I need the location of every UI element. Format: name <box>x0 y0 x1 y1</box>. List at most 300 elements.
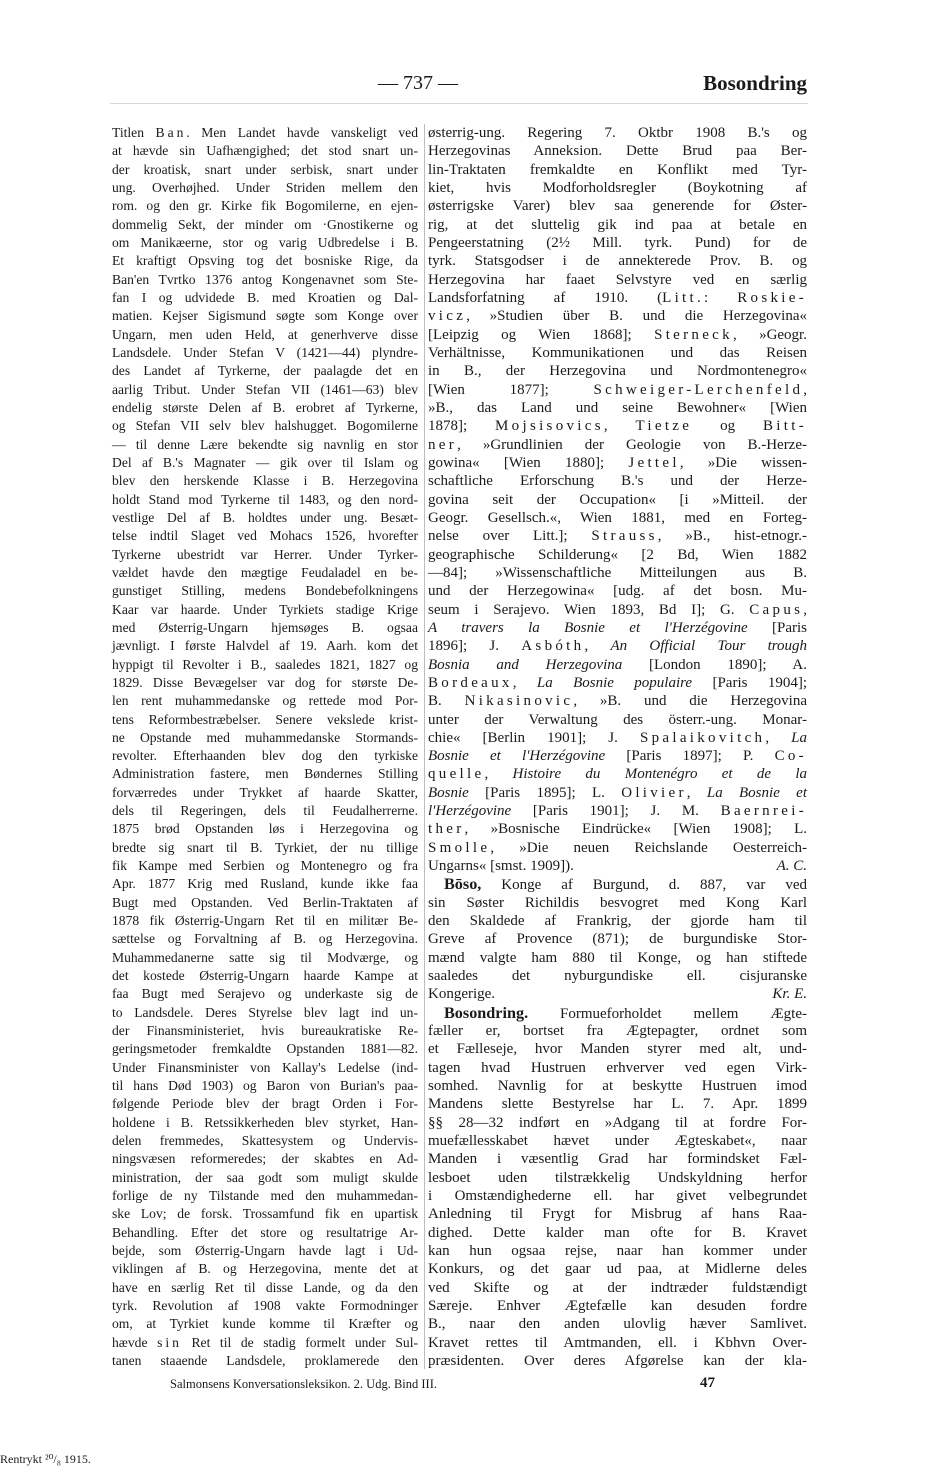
spaced-author-name: Bordeaux <box>428 674 513 691</box>
text-run: Særeje. Enhver Ægtefælle kan desuden fordre <box>428 1298 807 1314</box>
text-run: Greve af Provence (871); de burgundiske Stor- <box>428 931 807 948</box>
text-run: lesboet uden tilstrækkelig Undskyldning herfor <box>428 1169 807 1186</box>
text-line <box>428 1114 807 1132</box>
text-run: lin-Traktaten fremkaldte en Konflikt med Tyr- <box>428 161 807 178</box>
spaced-author-name: Tietze <box>635 418 693 435</box>
italic-title: An Official Tour trough <box>610 638 808 655</box>
spaced-author-name: Litt. <box>662 289 705 306</box>
text-line <box>112 436 418 454</box>
text-run: dommelig Sekt, der minder om ·Gnostikerne og <box>112 216 418 232</box>
text-line <box>428 1132 807 1150</box>
italic-title: Bosnie <box>428 784 469 801</box>
text-run: ung. Overhøjhed. Under Striden mellem den <box>112 179 418 195</box>
text-line <box>428 1040 807 1058</box>
text-run: ske Lov; de forsk. Trossamfund fik en upartisk <box>112 1206 418 1222</box>
italic-title: Bosnia and Herzegovina <box>428 656 623 673</box>
text-run: endelig største Delen af B. erobret af Tyrkerne, <box>112 399 418 415</box>
text-line <box>112 765 418 783</box>
text-line <box>428 857 807 875</box>
text-run: rig, at det sluttelig gik ind paa at betale en <box>428 216 807 233</box>
text-run: Administration fastere, men Bøndernes Stilling <box>112 766 418 782</box>
text-line <box>428 949 807 967</box>
text-line <box>112 619 418 637</box>
text-line <box>428 1205 807 1223</box>
text-run: og <box>692 418 763 435</box>
italic-title: A travers la Bosnie et l'Herzégovine <box>428 619 748 636</box>
text-run: det kostede Østerrig-Ungarn haarde Kampe at <box>112 968 418 984</box>
text-run: , <box>484 766 513 783</box>
text-line <box>428 1150 807 1168</box>
text-run: Konge af Burgund, d. 887, var ved <box>481 877 807 894</box>
text-line <box>428 289 807 307</box>
text-run: om Manikæerne, stor og varig Udbredelse i B. <box>112 234 418 250</box>
text-run: den Skaldede af Frankrig, der gjorde ham til <box>428 913 807 930</box>
text-run: tyrk. Revolution af 1908 vakte Formodninger <box>112 1298 418 1313</box>
text-line <box>112 729 418 747</box>
text-line <box>428 124 807 142</box>
text-line <box>112 820 418 838</box>
text-run: Muhammedanerne satte sig til Modværge, og <box>112 949 418 965</box>
text-line <box>428 491 807 509</box>
text-line <box>428 1059 807 1077</box>
text-line <box>428 161 807 179</box>
spaced-author-name: Olivier <box>621 784 687 801</box>
text-line <box>112 1004 418 1022</box>
text-run: und der Herzegowina« [udg. af det bosn. Mu- <box>428 583 807 600</box>
text-run: , <box>512 674 537 691</box>
text-run: Ungarns« [smst. 1909]). <box>428 858 574 875</box>
spaced-author-name: Capus <box>749 601 804 618</box>
text-run: blev den herskende Klasse i B. Herzegovina <box>112 473 418 489</box>
text-run: len rent muhammedanske og rettede mod Por- <box>112 693 418 709</box>
text-run: et Fælleseje, hvor Manden styrer med alt, und- <box>428 1041 807 1058</box>
text-line <box>112 216 418 234</box>
text-line <box>428 674 807 692</box>
text-line <box>428 197 807 215</box>
spaced-author-name: ner <box>428 436 458 453</box>
text-line <box>112 1242 418 1260</box>
left-column <box>112 124 418 1370</box>
text-line <box>112 1260 418 1278</box>
text-line <box>428 417 807 435</box>
italic-title: La Bosnie et <box>706 784 807 801</box>
text-run: jævnligt. I første Halvdel af 19. Aarh. kom det <box>112 638 418 654</box>
text-line <box>112 1150 418 1168</box>
footer-source: Salmonsens Konversationsleksikon. 2. Udg. Bind III. <box>170 1377 437 1391</box>
text-run: somhed. Navnlig for at beskytte Hustruen imod <box>428 1078 807 1095</box>
text-run: der kroatisk, snart under serbisk, snart under <box>112 161 418 177</box>
text-line <box>112 307 418 325</box>
text-run: , <box>765 729 792 746</box>
text-line <box>428 711 807 729</box>
text-line <box>428 381 807 399</box>
text-line <box>112 344 418 362</box>
text-line <box>112 1297 418 1315</box>
text-line <box>112 1114 418 1132</box>
text-line <box>112 491 418 509</box>
text-line <box>112 472 418 490</box>
text-line <box>428 1224 807 1242</box>
spaced-author-name: Spalaikovitch <box>639 729 766 746</box>
text-line <box>112 564 418 582</box>
text-run: Kaar var haarde. Under Tyrkiets stadige Krige <box>112 601 418 617</box>
italic-title: Histoire du Montenégro et de la <box>512 766 807 783</box>
text-run: fæller er, bortset fra Ægtepagter, ordnet som <box>428 1023 807 1040</box>
text-run: , »Grundlinien der Geologie von B.-Herze- <box>457 436 807 453</box>
text-line <box>112 949 418 967</box>
text-line <box>428 472 807 490</box>
text-line <box>428 234 807 252</box>
italic-title: Bosnie et l'Herzégovine <box>428 748 606 765</box>
text-run: bejde, som Østerrig-Ungarn havde lagt i Ud- <box>112 1243 418 1259</box>
entry-headword: Bōso, <box>444 875 482 894</box>
text-run: Verhältnisse, Kommunikationen und das Reisen <box>428 344 807 361</box>
spaced-author-name: Sterneck <box>654 326 733 343</box>
text-run: ne Opstande med muhammedanske Stormands- <box>112 729 418 745</box>
text-line <box>112 967 418 985</box>
text-run: præsidenten. Over deres Afgørelse kan der kla- <box>428 1352 807 1369</box>
text-line <box>428 967 807 985</box>
text-run: kiet, hvis Modforholdsregler (Boykotning af <box>428 179 807 196</box>
text-run: bredte sig snart til B. Tyrkiet, der nu tillige <box>112 839 418 855</box>
spaced-author-name: Smolle <box>428 839 491 856</box>
text-run: aarlig Tribut. Under Stefan VII (1461—63) blev <box>112 381 418 397</box>
text-line <box>428 216 807 234</box>
text-line <box>428 564 807 582</box>
text-line <box>428 1242 807 1260</box>
text-run: Manden i væsentlig Grad har formindsket Fæl- <box>428 1151 807 1168</box>
text-run: geographische Schilderung« [2 Bd, Wien 1882 <box>428 546 807 563</box>
text-line <box>112 142 418 160</box>
text-run: tagen hvad Hustruen erhverver ved egen Virk- <box>428 1059 807 1076</box>
text-run: forlige de ny Tilstande med den muhammedan- <box>112 1188 418 1204</box>
text-run: med Østerrig-Ungarn hjemsøges B. ogsaa <box>112 619 418 635</box>
text-run: dels til Regeringen, dels til Feudalherrerne. <box>112 803 418 819</box>
text-run: Pengeerstatning (2½ Mill. tyrk. Pund) for de <box>428 234 807 251</box>
text-line <box>112 582 418 600</box>
text-run: Anledning til Frygt for Misbrug af hans Raa- <box>428 1206 807 1223</box>
text-run: Under Finansminister von Kallay's Ledelse (ind- <box>112 1059 418 1075</box>
text-run: Landsforfatning af 1910. ( <box>428 289 663 306</box>
text-run: Herzegovina har faaet Selvstyre ved en særlig <box>428 271 807 288</box>
spaced-author-name: quelle <box>428 766 485 783</box>
text-run: , »Die wissen- <box>679 454 807 471</box>
text-line <box>428 1095 807 1113</box>
text-run: B., naar den anden ulovlig hæver Samlivet. <box>428 1316 807 1333</box>
text-run: Kravet rettes til Amtmanden, ell. i Kbhvn Over- <box>428 1334 807 1351</box>
spaced-author-name: Ban <box>155 125 187 140</box>
text-line <box>112 1059 418 1077</box>
text-line <box>428 656 807 674</box>
text-run: [London 1890]; A. <box>622 656 807 673</box>
text-line <box>112 527 418 545</box>
text-line <box>428 747 807 765</box>
text-run: des Landet af Tyrkerne, der paalagde det en <box>112 363 418 379</box>
text-line <box>428 546 807 564</box>
text-run: , »Geogr. <box>732 326 807 343</box>
text-line <box>428 839 807 857</box>
text-run: mænd valgte ham 880 til Konge, og han stiftede <box>428 949 807 966</box>
text-run: B. <box>428 693 465 710</box>
text-line <box>112 1352 418 1370</box>
text-line <box>112 124 418 142</box>
text-run: Ret til de stadig formelt under Sul- <box>181 1334 419 1350</box>
text-line <box>428 765 807 783</box>
text-line <box>428 179 807 197</box>
text-run: 1878 fik Østerrig-Ungarn Ret til en militær Be- <box>112 913 418 929</box>
text-line <box>428 875 807 893</box>
text-run: vældet havde den mægtige Feudaladel en be- <box>112 564 418 580</box>
text-line <box>112 802 418 820</box>
text-line <box>112 271 418 289</box>
text-run: Ungarn, men uden Held, at generhverve disse <box>112 326 418 342</box>
text-run: fan I og udvidede B. med Kroatien og Dal- <box>112 289 418 305</box>
author-signature: A. C. <box>776 858 807 875</box>
text-run: in B., der Herzegovina und Nordmontenegro« <box>428 363 807 380</box>
text-line <box>112 656 418 674</box>
text-line <box>112 985 418 1003</box>
text-line <box>112 857 418 875</box>
entry-headword: Bosondring. <box>444 1003 529 1022</box>
text-line <box>112 1022 418 1040</box>
text-run: delen fremmedes, Skattesystem og Undervis- <box>112 1133 418 1149</box>
text-line <box>428 619 807 637</box>
text-line <box>112 399 418 417</box>
text-line <box>428 784 807 802</box>
text-run: —84]; »Wissenschaftliche Mitteilungen aus B. <box>428 564 807 581</box>
italic-title: La <box>791 729 807 746</box>
text-line <box>428 1022 807 1040</box>
text-run: , <box>584 638 611 655</box>
text-run: nelse over Litt.]; <box>428 528 592 545</box>
text-line <box>112 234 418 252</box>
spaced-author-name: Jettel <box>628 454 680 471</box>
text-run: [Paris 1904]; <box>692 674 807 691</box>
text-run: Tyrkerne ubestridt var Herrer. Under Tyrker- <box>112 546 418 562</box>
text-run: hævde <box>112 1334 158 1350</box>
text-line <box>112 674 418 692</box>
text-line <box>112 601 418 619</box>
spaced-author-name: ther <box>428 821 465 838</box>
text-run: [Wien 1877]; <box>428 381 594 398</box>
text-run: unter der Verwaltung des österr.-ung. Monar- <box>428 711 807 728</box>
text-line <box>112 417 418 435</box>
spaced-author-name: sin <box>157 1334 182 1350</box>
text-run: at hævde sin Uafhængighed; det stod snart un- <box>112 143 418 159</box>
text-run: , »Bosnische Eindrücke« [Wien 1908]; L. <box>464 821 807 838</box>
text-run: 1875 brød Opstanden løs i Herzegovina og <box>112 821 418 837</box>
text-run: [Paris 1901]; J. M. <box>511 803 721 820</box>
text-line <box>112 1095 418 1113</box>
text-run: , »Studien über B. und die Herzegovina« <box>466 308 807 325</box>
text-line <box>428 601 807 619</box>
text-run: 1896]; J. <box>428 638 522 655</box>
text-run: Behandling. Efter det store og resultatrige Ar- <box>112 1224 418 1240</box>
text-run: matien. Kejser Sigismund søgte som Konge over <box>112 308 418 324</box>
text-run: viklingen af B. og Herzegovina, mente det at <box>112 1261 418 1277</box>
text-run: Kongerige. <box>428 986 496 1003</box>
text-line <box>428 527 807 545</box>
text-line <box>428 1297 807 1315</box>
text-run: der Finansministeriet, hvis bureaukratiske Re- <box>112 1023 418 1039</box>
text-run: [Paris 1897]; P. <box>605 748 775 765</box>
text-run: sin Søster Richildis besvogret med Kong Karl <box>428 894 807 911</box>
text-run: to Landsdele. Deres Styrelse blev lagt ind un- <box>112 1004 418 1020</box>
spaced-author-name: Asbóth <box>521 638 585 655</box>
text-run: ved Skifte og at der indtræder fuldstændigt <box>428 1279 807 1296</box>
text-run: . Men Landet havde vanskeligt ved <box>186 125 418 140</box>
text-run: Mandens slette Bestyrelse har L. 7. Apr. 1899 <box>428 1096 807 1113</box>
text-line <box>112 1132 418 1150</box>
spaced-author-name: Strauss <box>591 528 658 545</box>
text-run: forværredes under Trykket af haarde Skatter, <box>112 784 418 800</box>
text-run: gunstiget Stilling, medens Bondebefolkningens <box>112 583 418 599</box>
text-run: Titlen <box>112 125 156 140</box>
text-line <box>428 1352 807 1370</box>
text-line <box>428 894 807 912</box>
text-run: muefællesskabet hævet under Ægteskabet«, naar <box>428 1133 807 1150</box>
text-run: holdt Stand mod Tyrkerne til 1483, og den nord- <box>112 491 418 507</box>
text-line <box>428 344 807 362</box>
text-line <box>428 1077 807 1095</box>
text-line <box>112 637 418 655</box>
text-run: 1878]; <box>428 418 496 435</box>
text-line <box>428 252 807 270</box>
text-run: geringsmetoder fremkaldte Opstanden 1881—82. <box>112 1041 418 1057</box>
text-run: have en særlig Ret til disse Lande, og da den <box>112 1279 418 1295</box>
text-line <box>428 930 807 948</box>
text-run: Herzegovinas Anneksion. Dette Brud paa Ber- <box>428 143 807 160</box>
page-number: — 737 — <box>378 72 458 94</box>
text-line <box>428 985 807 1003</box>
text-line <box>112 1187 418 1205</box>
text-line <box>112 1077 418 1095</box>
text-line <box>112 381 418 399</box>
text-line <box>428 729 807 747</box>
text-line <box>112 362 418 380</box>
text-line <box>112 1279 418 1297</box>
text-line <box>428 820 807 838</box>
header-rule <box>110 103 808 104</box>
text-line <box>112 747 418 765</box>
text-line <box>112 161 418 179</box>
text-line <box>428 436 807 454</box>
text-line <box>428 582 807 600</box>
text-line <box>428 271 807 289</box>
text-run: vestlige Del af B. holdtes under ung. Besæt- <box>112 509 418 525</box>
text-run: tyrk. Statsgodser i de annekterede Prov. B. og <box>428 253 807 270</box>
text-run: Formueforholdet mellem Ægte- <box>528 1005 807 1022</box>
text-run: [Paris 1895]; L. <box>468 784 622 801</box>
text-run: [Paris <box>747 619 808 636</box>
text-run: , »B. und die Herzegovina <box>573 693 807 710</box>
text-line <box>112 711 418 729</box>
text-line <box>112 912 418 930</box>
text-run: , <box>686 784 707 801</box>
italic-title: La Bosnie populaire <box>536 674 693 691</box>
text-line <box>428 802 807 820</box>
text-line <box>428 1260 807 1278</box>
text-line <box>428 1187 807 1205</box>
text-run: om, at Tyrkiet kunde komme til Kræfter og <box>112 1316 418 1332</box>
text-line <box>428 637 807 655</box>
text-run: revolter. Efterhaanden blev dog den tyrkiske <box>112 748 418 764</box>
text-run: i Omstændighederne ell. har givet velbegrundet <box>428 1188 807 1205</box>
text-run: telse indtil Slaget ved Mohacs 1526, hvorefter <box>112 528 418 544</box>
text-line <box>428 1334 807 1352</box>
text-line <box>112 1205 418 1223</box>
spaced-author-name: Nikasinovic <box>464 693 574 710</box>
text-run: §§ 28—32 indført en »Adgang til at fordre For- <box>428 1114 807 1131</box>
text-line <box>112 1334 418 1352</box>
text-line <box>428 399 807 417</box>
text-run: , »Die neuen Reichslande Oesterreich- <box>490 839 807 856</box>
text-line <box>112 454 418 472</box>
text-line <box>428 454 807 472</box>
text-line <box>428 142 807 160</box>
text-line <box>428 1169 807 1187</box>
text-line <box>112 179 418 197</box>
text-run: til hans Død 1903) og Baron von Burian's paa- <box>112 1078 418 1094</box>
text-run: ningsvæsen reformeredes; der skabtes en Ad- <box>112 1151 418 1167</box>
text-run: ministration, der saa godt som muligt skulde <box>112 1169 418 1185</box>
text-line <box>428 509 807 527</box>
text-run: saaledes det nyburgundiske ell. cisjuranske <box>428 968 807 985</box>
text-run: faa Bugt med Serajevo og underkaste sig de <box>112 986 418 1002</box>
signature-mark: 47 <box>700 1375 715 1391</box>
text-run: dighed. Dette kalder man ofte for B. Kravet <box>428 1224 807 1241</box>
text-line <box>112 1169 418 1187</box>
text-run: Landsdele. Under Stefan V (1421—44) plyndre- <box>112 344 418 360</box>
text-line <box>428 362 807 380</box>
text-line <box>428 692 807 710</box>
text-run: Et kraftigt Opsving tog det bosniske Rige, da <box>112 253 418 269</box>
text-run: Apr. 1877 Krig med Rusland, kunde ikke faa <box>112 876 418 892</box>
text-run: rom. og den gr. Kirke fik Bogomilerne, en ejen- <box>112 198 418 214</box>
text-run: gowina« [Wien 1880]; <box>428 454 629 471</box>
text-line <box>112 894 418 912</box>
text-run: [Leipzig og Wien 1868]; <box>428 326 655 343</box>
text-line <box>112 1315 418 1333</box>
text-run: kan hun ogsaa rejse, naar han kommer under <box>428 1243 807 1260</box>
text-run: følgende Periode blev der bragt Orden i For- <box>112 1096 418 1112</box>
text-line <box>112 1224 418 1242</box>
text-run: 1829. Disse Bevægelser var dog for største De- <box>112 674 418 690</box>
spaced-author-name: Mojsisovics <box>495 418 604 435</box>
text-run: Geogr. Gesellsch.«, Wien 1881, med en Forteg- <box>428 509 807 526</box>
text-run: Bugt med Opstanden. Ved Berlin-Traktaten af <box>112 894 418 910</box>
text-line <box>428 912 807 930</box>
text-run: : <box>704 289 738 306</box>
text-run: schaftliche Erforschung B.'s und der Herze- <box>428 473 807 490</box>
text-run: og Stefan VII selv blev halshugget. Bogomilerne <box>112 418 418 434</box>
spaced-author-name: Roskie- <box>737 289 807 306</box>
text-line <box>428 326 807 344</box>
text-line <box>428 1279 807 1297</box>
text-run: hyppigt til Revolter i B., saaledes 1821, 1827 og <box>112 656 418 672</box>
text-line <box>112 839 418 857</box>
text-run: sættelse og Forvaltning af B. og Herzegovina. <box>112 931 418 947</box>
text-line <box>428 1004 807 1022</box>
italic-title: l'Herzégovine <box>428 803 512 820</box>
right-column <box>428 124 807 1370</box>
text-line <box>112 692 418 710</box>
spaced-author-name: Baernrei- <box>720 803 807 820</box>
author-signature: Kr. E. <box>772 986 807 1003</box>
text-run: seum i Serajevo. Wien 1893, Bd I]; G. <box>428 601 750 618</box>
text-run: , <box>803 381 807 398</box>
column-divider <box>424 124 425 1369</box>
